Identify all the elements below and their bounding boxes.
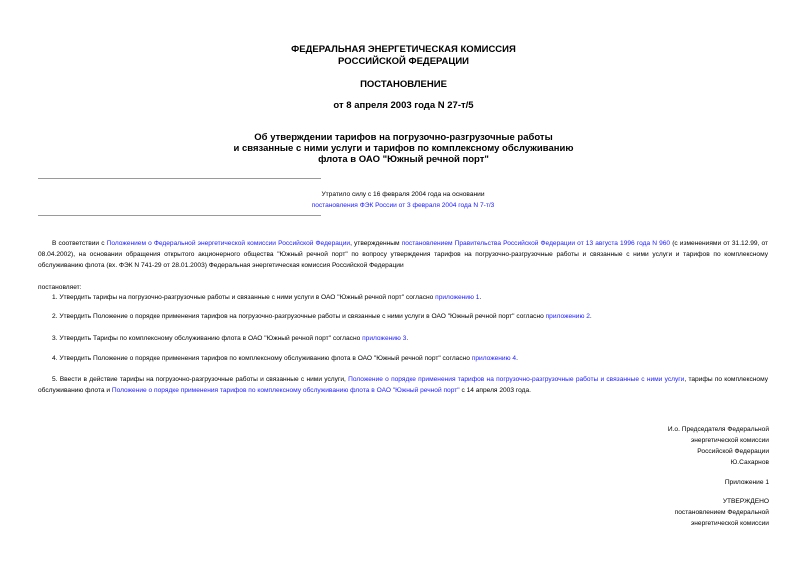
appendix-label: Приложение 1 [724,479,769,486]
signature-line2: энергетической комиссии [690,437,769,444]
org-name-line1: ФЕДЕРАЛЬНАЯ ЭНЕРГЕТИЧЕСКАЯ КОМИССИЯ [291,44,516,55]
status-text: Утратило силу с 16 февраля 2004 года на основании [321,191,485,198]
item-4-period: . [516,355,518,362]
divider-top [38,178,321,179]
item-2-text: 2. Утвердить Положение о порядке применения тарифов на погрузочно-разгрузочные работы и связанные с ними услуги в ОАО "Южный речной порт" согласно [52,313,546,320]
item-2-link[interactable]: приложению 2 [545,313,590,320]
doc-type: ПОСТАНОВЛЕНИЕ [360,79,447,90]
divider-bottom [38,215,321,216]
decrees-label: постановляет: [38,284,82,291]
appendix-line2: энергетической комиссии [690,520,769,527]
item-5-link-2[interactable]: Положение о порядке применения тарифов по комплексному обслуживанию флота в ОАО "Южный речной порт" [111,387,460,394]
preamble-text-1: В соответствии с [52,240,107,247]
item-2-period: . [589,313,592,320]
signature-name: Ю.Сахарнов [730,459,769,466]
preamble-text-3: (с изменениями от 31.12.99, от 08.04.2002), на основании обращения открытого акционерного общества "Южный речной порт" по вопросу утверждения тарифов на погрузочно-разгрузочные работы и связанные с ними услуги и тарифов по комплексному обслуживанию флота (вх. ФЭК N 741-29 от 28.01.2003) Федеральная энергетическая комиссия Российской Федерации [38,240,769,269]
item-5-text-2: , тарифы по комплексному обслуживанию флота и [38,376,769,394]
item-4 [38,353,768,364]
doc-title-line3: флота в ОАО "Южный речной порт" [318,154,489,165]
preamble-link-government-decree[interactable]: постановлением Правительства Российской Федерации от 13 августа 1996 года N 960 [401,240,671,247]
item-3-period: . [406,335,409,342]
appendix-approved: УТВЕРЖДЕНО [722,498,769,505]
status-note [38,189,768,211]
signature-line3: Российской Федерации [697,448,769,455]
item-5-link-1[interactable]: Положение о порядке применения тарифов на погрузочно-разгрузочные работы и связанные с ними услуги [348,376,685,383]
signature-block [668,424,769,468]
item-3-link[interactable]: приложению 3 [362,335,407,342]
item-5-text-3: с 14 апреля 2003 года. [459,387,531,394]
preamble-link-regulation[interactable]: Положением о Федеральной энергетической комиссии Российской Федерации [106,240,351,247]
item-1-period: . [479,294,482,301]
appendix-line1: постановлением Федеральной [674,509,769,516]
doc-title-line2: и связанные с ними услуги и тарифов по комплексному обслуживанию [233,143,574,154]
preamble-text-2: , утвержденным [350,240,402,247]
status-link[interactable]: постановления ФЭК России от 3 февраля 2004 года N 7-т/3 [311,202,495,209]
org-name-line2: РОССИЙСКОЙ ФЕДЕРАЦИИ [337,56,469,67]
item-5-text-1: 5. Ввести в действие тарифы на погрузочно-разгрузочные работы и связанные с ними услуги, [52,376,349,383]
doc-date: от 8 апреля 2003 года N 27-т/5 [333,100,474,111]
item-1-link[interactable]: приложению 1 [435,294,480,301]
doc-title-line1: Об утверждении тарифов на погрузочно-разгрузочные работы [254,132,553,143]
item-3-text: 3. Утвердить Тарифы по комплексному обслуживанию флота в ОАО "Южный речной порт" согласно [52,335,363,342]
preamble-paragraph [38,238,768,271]
item-5 [38,374,768,396]
signature-line1: И.о. Председателя Федеральной [667,426,769,433]
item-1 [38,292,768,303]
item-3 [38,333,768,344]
appendix-approval [675,496,769,529]
item-2 [38,311,768,322]
item-4-text: 4. Утвердить Положение о порядке применения тарифов по комплексному обслуживанию флота в ОАО "Южный речной порт" согласно [52,355,472,362]
item-4-link[interactable]: приложению 4 [471,355,517,362]
item-1-text: 1. Утвердить тарифы на погрузочно-разгрузочные работы и связанные с ними услуги в ОАО "Южный речной порт" согласно [52,294,436,301]
